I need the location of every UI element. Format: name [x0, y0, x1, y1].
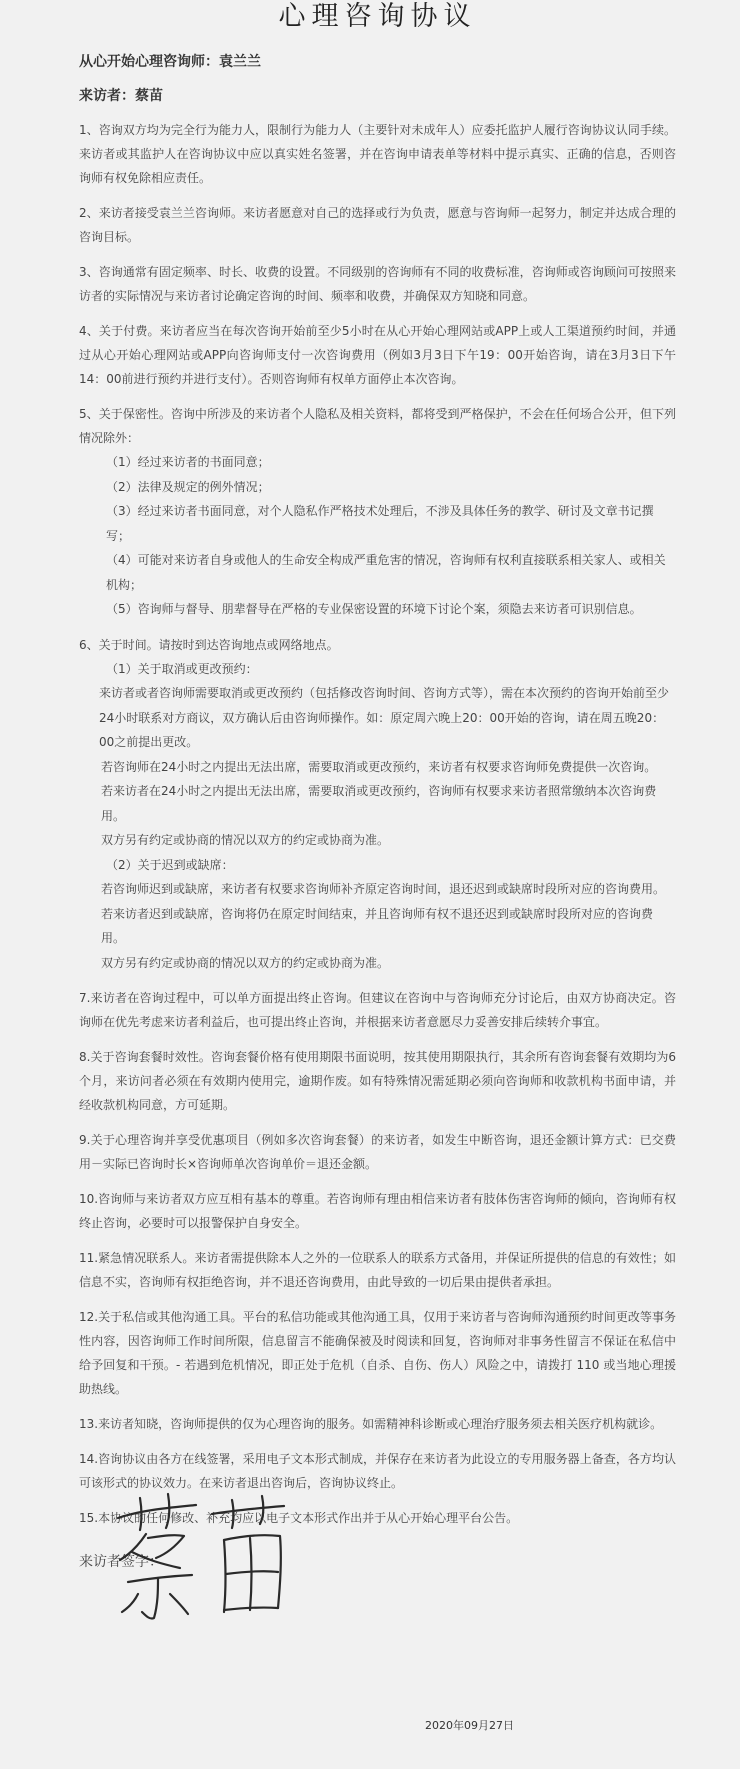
- clause-6-2-title: （2）关于迟到或缺席：: [106, 857, 234, 872]
- clause-6-1-title: （1）关于取消或更改预约：: [106, 661, 258, 676]
- visitor-line: 来访者：蔡苗: [79, 88, 163, 104]
- clause-6-1-a: 若咨询师在24小时之内提出无法出席，需要取消或更改预约，来访者有权要求咨询师免费提供一次咨询。: [101, 759, 657, 774]
- clause-7: 7.来访者在咨询过程中，可以单方面提出终止咨询。但建议在咨询中与咨询师充分讨论后，由双方协商决定。咨询师在优先考虑来访者利益后，也可提出终止咨询，并根据来访者意愿尽力妥善安排后续转介事宜。: [79, 991, 676, 1029]
- clause-10: 10.咨询师与来访者双方应互相有基本的尊重。若咨询师有理由相信来访者有肢体伤害咨询师的倾向，咨询师有权终止咨询，必要时可以报警保护自身安全。: [79, 1192, 676, 1230]
- clause-13: 13.来访者知晓，咨询师提供的仅为心理咨询的服务。如需精神科诊断或心理治疗服务须去相关医疗机构就诊。: [79, 1417, 663, 1431]
- clause-9: 9.关于心理咨询并享受优惠项目（例如多次咨询套餐）的来访者，如发生中断咨询，退还金额计算方式：已交费用－实际已咨询时长×咨询师单次咨询单价＝退还金额。: [79, 1133, 676, 1171]
- page-title: 心理咨询协议: [278, 1, 477, 32]
- clause-2: 2、来访者接受袁兰兰咨询师。来访者愿意对自己的选择或行为负责，愿意与咨询师一起努力，制定并达成合理的咨询目标。: [79, 206, 676, 244]
- clause-5-item: （4）可能对来访者自身或他人的生命安全构成严重危害的情况，咨询师有权利直接联系相关家人、或相关机构；: [106, 553, 666, 592]
- clause-6-1-b: 若来访者在24小时之内提出无法出席，需要取消或更改预约，咨询师有权要求来访者照常缴纳本次咨询费用。: [101, 784, 657, 823]
- clause-5-item: （3）经过来访者书面同意，对个人隐私作严格技术处理后，不涉及具体任务的教学、研讨及文章书记撰写；: [106, 504, 654, 543]
- clause-12: 12.关于私信或其他沟通工具。平台的私信功能或其他沟通工具，仅用于来访者与咨询师沟通预约时间更改等事务性内容，因咨询师工作时间所限，信息留言不能确保被及时阅读和回复，咨询师对非事务性留言不保证在私信中给予回复和干预。- 若遇到危机情况，即正处于危机（自杀、自伤、伤人）风险之中，请拨打 110 或当地心理援助热线。: [79, 1310, 676, 1396]
- signature-date: 2020年09月27日: [425, 1719, 514, 1732]
- clause-5-list: [79, 450, 676, 622]
- clause-15: 15.本协议的任何修改、补充均应以电子文本形式作出并于从心开始心理平台公告。: [79, 1511, 519, 1525]
- clause-5-item: （2）法律及规定的例外情况；: [106, 479, 270, 494]
- clause-11: 11.紧急情况联系人。来访者需提供除本人之外的一位联系人的联系方式备用，并保证所提供的信息的有效性；如信息不实，咨询师有权拒绝咨询，并不退还咨询费用，由此导致的一切后果由提供者承担。: [79, 1251, 676, 1289]
- clause-6-1-body: [79, 681, 676, 755]
- clause-14: 14.咨询协议由各方在线签署，采用电子文本形式制成，并保存在来访者为此设立的专用服务器上备查，各方均认可该形式的协议效力。在来访者退出咨询后，咨询协议终止。: [79, 1452, 676, 1490]
- clause-5-item: （1）经过来访者的书面同意；: [106, 455, 270, 469]
- clause-6: 6、关于时间。请按时到达咨询地点或网络地点。: [79, 637, 339, 652]
- clause-8: 8.关于咨询套餐时效性。咨询套餐价格有使用期限书面说明，按其使用期限执行，其余所有咨询套餐有效期均为6个月，来访问者必须在有效期内使用完，逾期作废。如有特殊情况需延期必须向咨询师和收款机构书面申请，并经收款机构同意，方可延期。: [79, 1050, 676, 1112]
- clause-4: 4、关于付费。来访者应当在每次咨询开始前至少5小时在从心开始心理网站或APP上或人工渠道预约时间，并通过从心开始心理网站或APP向咨询师支付一次咨询费用（例如3月3日下午19：00开始咨询，请在3月3日下午14：00前进行预约并进行支付）。否则咨询师有权单方面停止本次咨询。: [79, 324, 676, 386]
- clause-6-2-b: 若来访者迟到或缺席，咨询将仍在原定时间结束，并且咨询师有权不退还迟到或缺席时段所对应的咨询费用。: [101, 906, 654, 945]
- clause-5: 5、关于保密性。咨询中所涉及的来访者个人隐私及相关资料，都将受到严格保护，不会在任何场合公开，但下列情况除外：: [79, 407, 676, 445]
- clause-5-item: （5）咨询师与督导、朋辈督导在严格的专业保密设置的环境下讨论个案，须隐去来访者可识别信息。: [106, 602, 642, 616]
- clause-6-1-c: 双方另有约定或协商的情况以双方的约定或协商为准。: [101, 833, 390, 847]
- clause-6-2-a: 若咨询师迟到或缺席，来访者有权要求咨询师补齐原定咨询时间，退还迟到或缺席时段所对应的咨询费用。: [101, 882, 666, 896]
- signature-label: 来访者签字：: [79, 1554, 163, 1570]
- clause-3: 3、咨询通常有固定频率、时长、收费的设置。不同级别的咨询师有不同的收费标准，咨询师或咨询顾问可按照来访者的实际情况与来访者讨论确定咨询的时间、频率和收费，并确保双方知晓和同意。: [79, 265, 676, 303]
- clause-6-2-c: 双方另有约定或协商的情况以双方的约定或协商为准。: [101, 955, 390, 970]
- clause-6-1-body-text: 来访者或者咨询师需要取消或更改预约（包括修改咨询时间、咨询方式等），需在本次预约的咨询开始前至少24小时联系对方商议，双方确认后由咨询师操作。如：原定周六晚上20：00开始的咨询，请在周五晚20：00之前提出更改。: [99, 686, 670, 749]
- handwritten-signature: [112, 1490, 312, 1635]
- counselor-line: 从心开始心理咨询师：袁兰兰: [79, 54, 261, 70]
- clause-1: 1、咨询双方均为完全行为能力人，限制行为能力人（主要针对未成年人）应委托监护人履行咨询协议认同手续。来访者或其监护人在咨询协议中应以真实姓名签署，并在咨询申请表单等材料中提示真实、正确的信息，否则咨询师有权免除相应责任。: [79, 123, 676, 185]
